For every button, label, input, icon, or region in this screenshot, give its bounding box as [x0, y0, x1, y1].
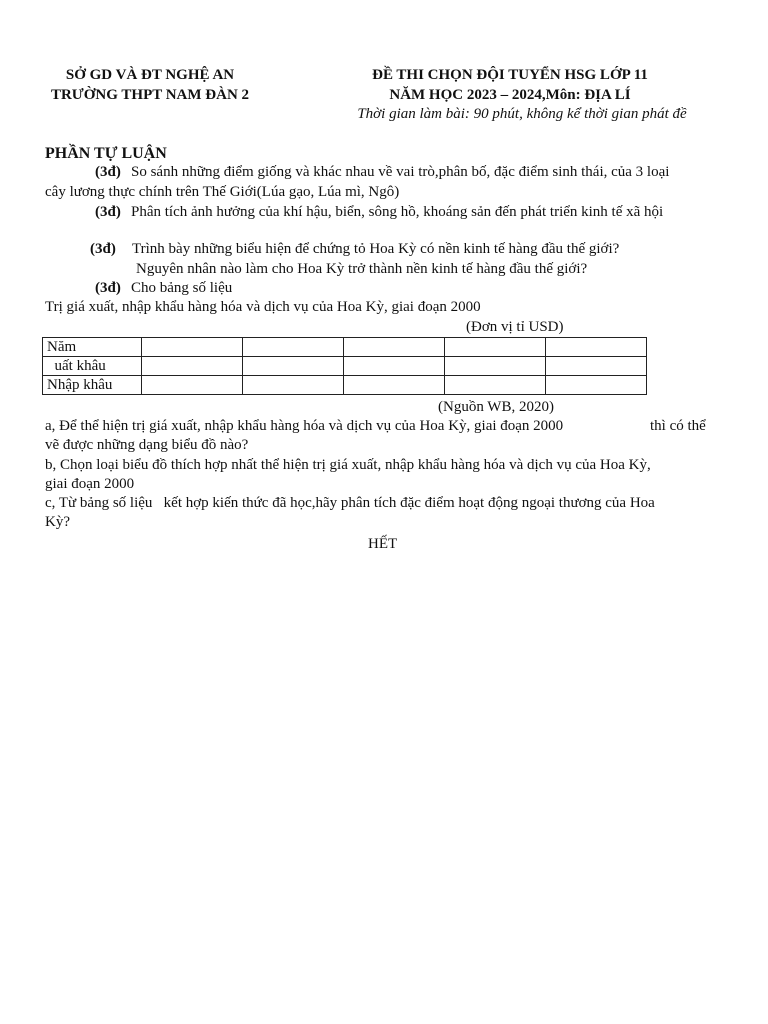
school-year-subject: NĂM HỌC 2023 – 2024,Môn: ĐỊA LÍ	[389, 87, 631, 103]
section-title: PHẦN TỰ LUẬN	[45, 145, 167, 162]
table-cell	[142, 338, 243, 357]
table-source: (Nguồn WB, 2020)	[438, 399, 554, 415]
q2-points: (3đ)	[95, 204, 121, 220]
table-title: Trị giá xuất, nhập khẩu hàng hóa và dịch vụ của Hoa Kỳ, giai đoạn 2000	[45, 299, 481, 315]
data-table	[42, 337, 647, 395]
table-cell	[344, 357, 445, 376]
table-cell	[142, 376, 243, 395]
q1-text-line2: cây lương thực chính trên Thế Giới(Lúa gạo, Lúa mì, Ngô)	[45, 184, 400, 200]
row-label-year: Năm	[43, 338, 142, 357]
table-row	[43, 338, 647, 357]
exam-duration: Thời gian làm bài: 90 phút, không kể thời gian phát đề	[357, 106, 687, 122]
table-cell	[243, 376, 344, 395]
table-cell	[445, 338, 546, 357]
q3-points: (3đ)	[90, 241, 116, 257]
q4a-text-line1-end: thì có thể	[650, 418, 706, 434]
q4b-text-line2: giai đoạn 2000	[45, 476, 135, 492]
table-cell	[546, 338, 647, 357]
q4b-text-line1: b, Chọn loại biểu đồ thích hợp nhất thể hiện trị giá xuất, nhập khẩu hàng hóa và dịch vụ của Hoa Kỳ,	[45, 457, 651, 473]
table-cell	[344, 376, 445, 395]
table-unit: (Đơn vị tỉ USD)	[466, 319, 564, 335]
q4-points: (3đ)	[95, 280, 121, 296]
school-department: SỞ GD VÀ ĐT NGHỆ AN	[65, 67, 235, 83]
table-cell	[243, 338, 344, 357]
table-cell	[344, 338, 445, 357]
table-cell	[445, 376, 546, 395]
q4c-text-line1: c, Từ bảng số liệu kết hợp kiến thức đã học,hãy phân tích đặc điểm hoạt động ngoại thương của Hoa	[45, 495, 655, 511]
q1-points: (3đ)	[95, 164, 121, 180]
q4a-text-line1: a, Để thể hiện trị giá xuất, nhập khẩu hàng hóa và dịch vụ của Hoa Kỳ, giai đoạn 2000	[45, 418, 564, 434]
table-cell	[142, 357, 243, 376]
table-row	[43, 357, 647, 376]
q3-text-line2: Nguyên nhân nào làm cho Hoa Kỳ trở thành nền kinh tế hàng đầu thế giới?	[136, 261, 588, 277]
q1-text-line1: So sánh những điểm giống và khác nhau về vai trò,phân bố, đặc điểm sinh thái, của 3 loại	[131, 164, 670, 180]
table-cell	[445, 357, 546, 376]
school-name: TRƯỜNG THPT NAM ĐÀN 2	[50, 87, 250, 103]
table-cell	[546, 376, 647, 395]
q2-text-line1: Phân tích ảnh hưởng của khí hậu, biển, sông hồ, khoáng sản đến phát triển kinh tế xã hội	[131, 204, 664, 220]
q4c-text-line2: Kỳ?	[45, 514, 70, 530]
table-cell	[243, 357, 344, 376]
q3-text-line1: Trình bày những biểu hiện để chứng tỏ Hoa Kỳ có nền kinh tế hàng đầu thế giới?	[132, 241, 620, 257]
table-row	[43, 376, 647, 395]
q4a-text-line2: vẽ được những dạng biểu đồ nào?	[45, 437, 249, 453]
q4-intro: Cho bảng số liệu	[131, 280, 233, 296]
row-label-import: Nhập khâu	[43, 376, 142, 395]
table-cell	[546, 357, 647, 376]
exam-title: ĐỀ THI CHỌN ĐỘI TUYỂN HSG LỚP 11	[372, 67, 648, 83]
row-label-export: uất khâu	[43, 357, 142, 376]
end-marker: HẾT	[368, 536, 398, 552]
